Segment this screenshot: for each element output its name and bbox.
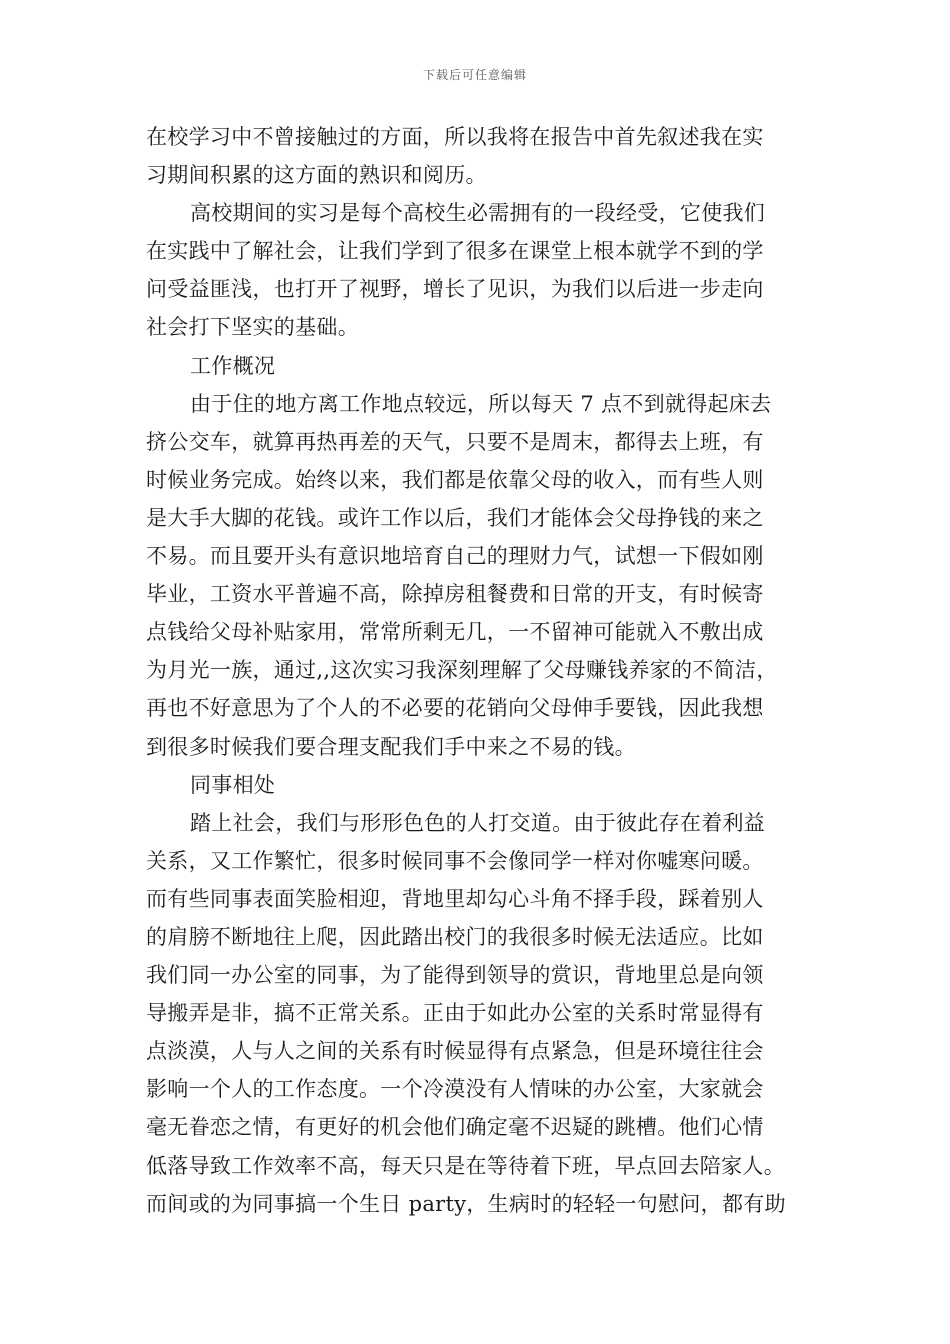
text-line: 点钱给父母补贴家用，常常所剩无几，一不留神可能就入不敷出成 bbox=[146, 620, 764, 645]
text-line: 在校学习中不曾接触过的方面，所以我将在报告中首先叙述我在实 bbox=[146, 125, 764, 149]
text-line: 低落导致工作效率不高，每天只是在等待着下班，早点回去陪家人。 bbox=[146, 1153, 785, 1178]
text-line: 到很多时候我们要合理支配我们手中来之不易的钱。 bbox=[146, 734, 636, 759]
text-line: 习期间积累的这方面的熟识和阅历。 bbox=[146, 163, 487, 188]
text-line: 高校期间的实习是每个高校生必需拥有的一段经受，它使我们 bbox=[190, 201, 766, 226]
text-line: 踏上社会，我们与形形色色的人打交道。由于彼此存在着利益 bbox=[190, 810, 766, 835]
text-line: 社会打下坚实的基础。 bbox=[146, 315, 359, 340]
text-line: 为月光一族，通过,,这次实习我深刻理解了父母赚钱养家的不简洁， bbox=[146, 658, 778, 683]
text-line: 毕业，工资水平普遍不高，除掉房租餐费和日常的开支，有时候寄 bbox=[146, 582, 764, 607]
text-line: 挤公交车，就算再热再差的天气，只要不是周末，都得去上班，有 bbox=[146, 429, 764, 454]
text-line: 不易。而且要开头有意识地培育自己的理财力气，试想一下假如刚 bbox=[146, 544, 764, 569]
text-line: 再也不好意思为了个人的不必要的花销向父母伸手要钱，因此我想 bbox=[146, 696, 764, 721]
text-line: 而有些同事表面笑脸相迎，背地里却勾心斗角不择手段，踩着别人 bbox=[146, 886, 764, 911]
text-line: 影响一个人的工作态度。一个冷漠没有人情味的办公室，大家就会 bbox=[146, 1077, 764, 1102]
text-line: 我们同一办公室的同事，为了能得到领导的赏识，背地里总是向领 bbox=[146, 963, 764, 988]
text-line: 关系，又工作繁忙，很多时候同事不会像同学一样对你嘘寒问暖。 bbox=[146, 848, 764, 873]
text-line: 问受益匪浅，也打开了视野，增长了见识，为我们以后进一步走向 bbox=[146, 277, 764, 302]
text-line: 而间或的为同事搞一个生日 party，生病时的轻轻一句慰问，都有助 bbox=[146, 1191, 786, 1216]
document-body bbox=[146, 118, 818, 1223]
text-line: 毫无眷恋之情，有更好的机会他们确定毫不迟疑的跳槽。他们心情 bbox=[146, 1115, 764, 1140]
text-line: 工作概况 bbox=[190, 353, 276, 378]
text-line: 点淡漠，人与人之间的关系有时候显得有点紧急，但是环境往往会 bbox=[146, 1039, 764, 1064]
text-line: 由于住的地方离工作地点较远，所以每天 7 点不到就得起床去 bbox=[190, 391, 772, 416]
text-line: 在实践中了解社会，让我们学到了很多在课堂上根本就学不到的学 bbox=[146, 239, 764, 264]
text-line: 的肩膀不断地往上爬，因此踏出校门的我很多时候无法适应。比如 bbox=[146, 924, 764, 949]
page-header: 下载后可任意编辑 bbox=[422, 68, 527, 82]
text-line: 时候业务完成。始终以来，我们都是依靠父母的收入，而有些人则 bbox=[146, 467, 764, 492]
text-line: 同事相处 bbox=[190, 772, 276, 797]
text-line: 是大手大脚的花钱。或许工作以后，我们才能体会父母挣钱的来之 bbox=[146, 505, 764, 530]
text-line: 导搬弄是非，搞不正常关系。正由于如此办公室的关系时常显得有 bbox=[146, 1001, 764, 1026]
